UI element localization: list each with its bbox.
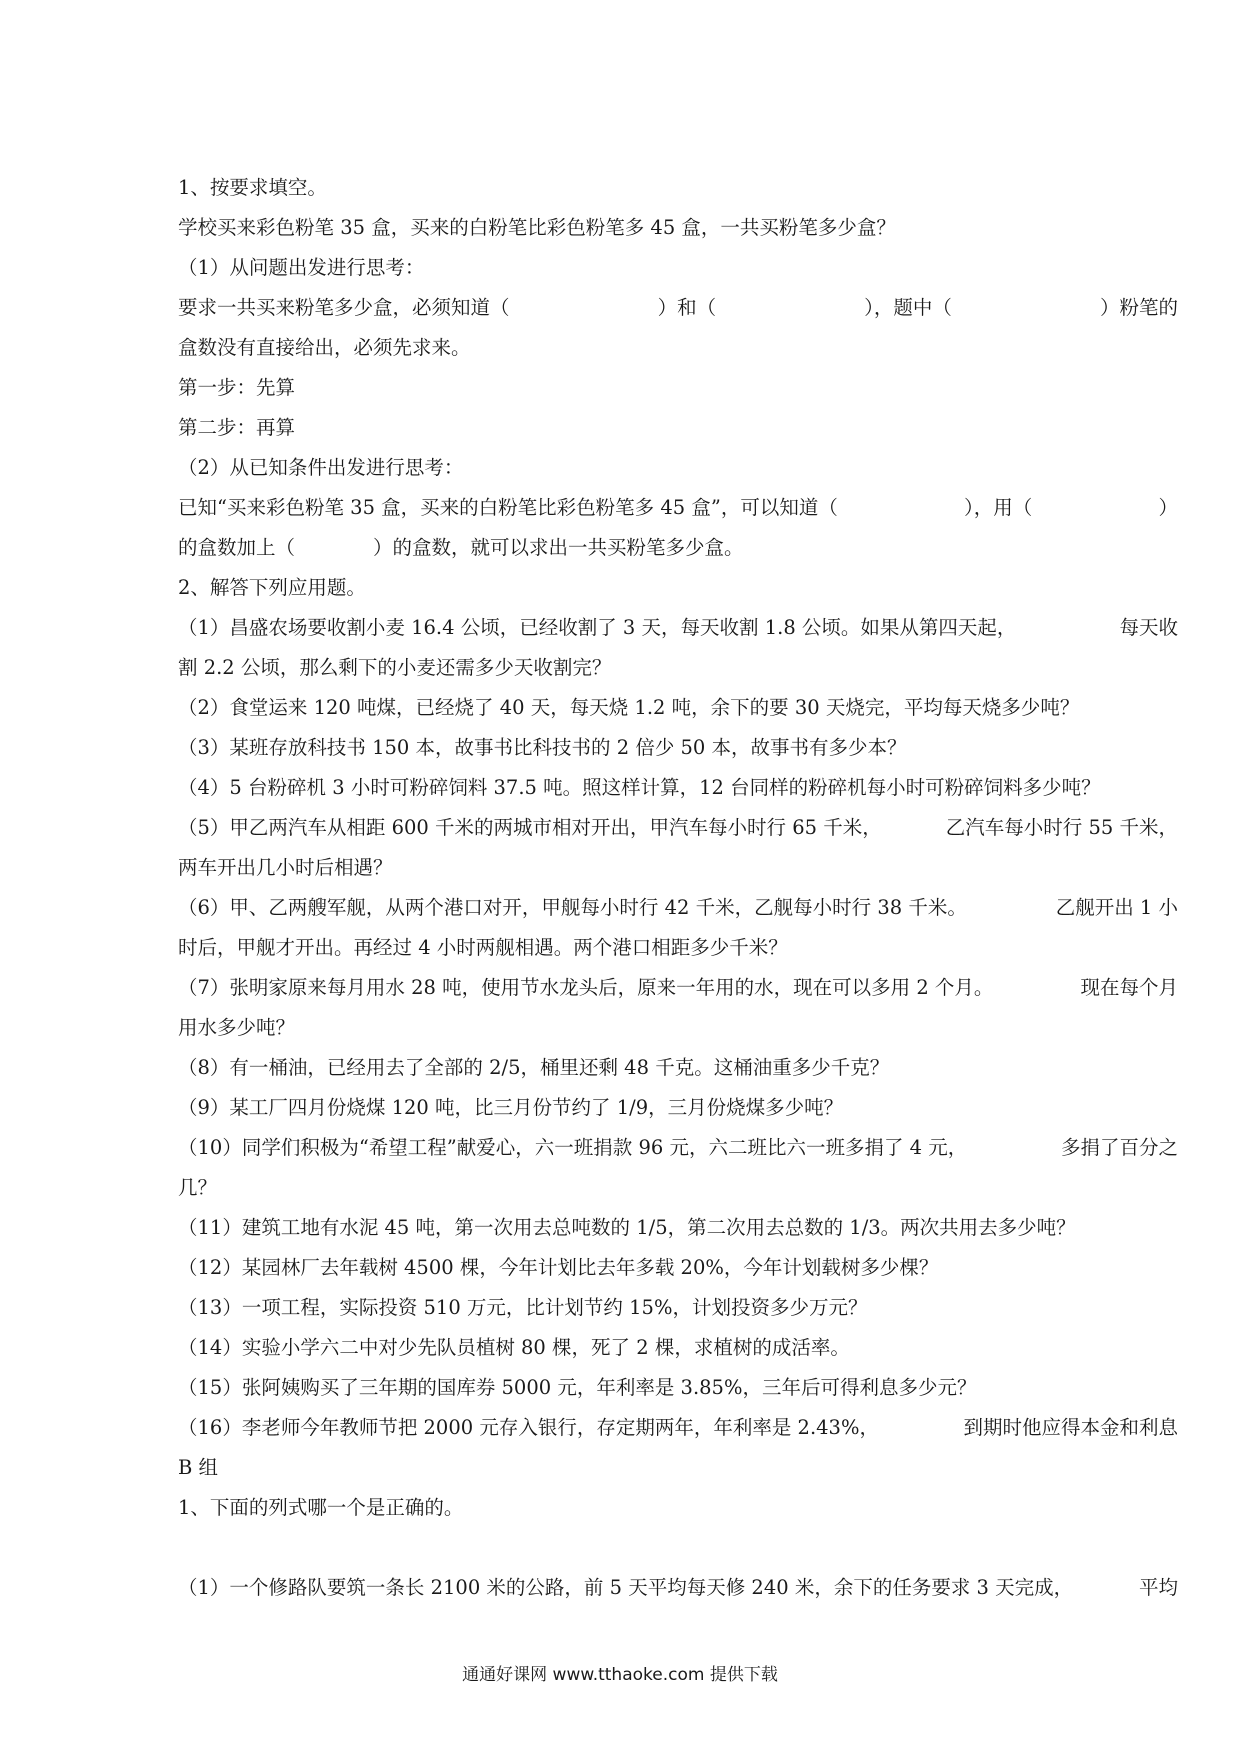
problem-text: 盒数没有直接给出，必须先求来。 — [178, 336, 471, 359]
text-segment: 已知“买来彩色粉笔 35 盒，买来的白粉笔比彩色粉笔多 45 盒”，可以知道（ — [178, 496, 838, 519]
problem-text: （2）食堂运来 120 吨煤，已经烧了 40 天，每天烧 1.2 吨，余下的要 30 天烧完，平均每天烧多少吨？ — [178, 696, 1080, 719]
text-segment: （7）张明家原来每月用水 28 吨，使用节水龙头后，原来一年用的水，现在可以多用 2 个月。 — [178, 976, 994, 999]
problem-line — [178, 1128, 1178, 1168]
document-body — [178, 168, 1178, 1648]
section-heading: 2、解答下列应用题。 — [178, 576, 366, 599]
sub-heading: （1）从问题出发进行思考： — [178, 256, 425, 279]
problem-text: （8）有一桶油，已经用去了全部的 2/5，桶里还剩 48 千克。这桶油重多少千克？ — [178, 1056, 890, 1079]
text-segment: ）和（ — [657, 296, 717, 319]
problem-text: 学校买来彩色粉笔 35 盒，买来的白粉笔比彩色粉笔多 45 盒，一共买粉笔多少盒？ — [178, 216, 896, 239]
problem-line — [178, 1568, 1178, 1608]
problem-line — [178, 808, 1178, 848]
problem-text: 的盒数加上（ ）的盒数，就可以求出一共买粉笔多少盒。 — [178, 536, 744, 559]
text-segment: 平均 — [1138, 1576, 1178, 1599]
text-segment: ），用（ — [964, 496, 1033, 519]
text-segment: （1）一个修路队要筑一条长 2100 米的公路，前 5 天平均每天修 240 米，余下的任务要求 3 天完成， — [178, 1576, 1074, 1599]
problem-line — [178, 968, 1178, 1008]
step-line: 第二步：再算 — [178, 416, 296, 439]
step-line: 第一步：先算 — [178, 376, 296, 399]
text-segment: 乙舰开出 1 小 — [1055, 896, 1178, 919]
text-segment: ） — [1158, 496, 1178, 519]
text-segment: ），题中（ — [864, 296, 952, 319]
group-heading: 1、下面的列式哪一个是正确的。 — [178, 1496, 464, 1519]
text-segment: （5）甲乙两汽车从相距 600 千米的两城市相对开出，甲汽车每小时行 65 千米， — [178, 816, 882, 839]
problem-text: B 组 — [178, 1456, 219, 1479]
text-segment: 要求一共买来粉笔多少盒，必须知道（ — [178, 296, 510, 319]
problem-text: （3）某班存放科技书 150 本，故事书比科技书的 2 倍少 50 本，故事书有多少本？ — [178, 736, 907, 759]
problem-text: 几？ — [178, 1176, 218, 1199]
problem-line — [178, 608, 1178, 648]
problem-text: （14）实验小学六二中对少先队员植树 80 棵，死了 2 棵，求植树的成活率。 — [178, 1336, 850, 1359]
text-segment: 到期时他应得本金和利息 — [963, 1416, 1178, 1439]
text-segment: （10）同学们积极为“希望工程”献爱心，六一班捐款 96 元，六二班比六一班多捐了 4 元， — [178, 1136, 968, 1159]
problem-text: 割 2.2 公顷，那么剩下的小麦还需多少天收割完？ — [178, 656, 612, 679]
problem-text — [178, 1608, 1178, 1648]
problem-text: （15）张阿姨购买了三年期的国库券 5000 元，年利率是 3.85%，三年后可得利息多少元？ — [178, 1376, 977, 1399]
text-segment: 多捐了百分之 — [1060, 1136, 1178, 1159]
section-heading — [178, 1528, 1178, 1568]
problem-text: （11）建筑工地有水泥 45 吨，第一次用去总吨数的 1/5，第二次用去总数的 1/3。两次共用去多少吨？ — [178, 1216, 1076, 1239]
section-heading: 1、按要求填空。 — [178, 176, 327, 199]
fill-blank-line — [178, 488, 1178, 528]
problem-line — [178, 1408, 1178, 1448]
problem-text: （13）一项工程，实际投资 510 万元，比计划节约 15%，计划投资多少万元？ — [178, 1296, 868, 1319]
text-segment: ）粉笔的 — [1099, 296, 1178, 319]
text-segment: 乙汽车每小时行 55 千米， — [945, 816, 1178, 839]
text-segment: 现在每个月 — [1080, 976, 1178, 999]
problem-text: （9）某工厂四月份烧煤 120 吨，比三月份节约了 1/9，三月份烧煤多少吨？ — [178, 1096, 844, 1119]
text-segment: 每天收 — [1119, 616, 1178, 639]
problem-text: （4）5 台粉碎机 3 小时可粉碎饲料 37.5 吨。照这样计算，12 台同样的粉碎机每小时可粉碎饲料多少吨？ — [178, 776, 1101, 799]
text-segment: （16）李老师今年教师节把 2000 元存入银行，存定期两年，年利率是 2.43%， — [178, 1416, 879, 1439]
text-segment: （6）甲、乙两艘军舰，从两个港口对开，甲舰每小时行 42 千米，乙舰每小时行 38 千米。 — [178, 896, 967, 919]
text-segment: （1）昌盛农场要收割小麦 16.4 公顷，已经收割了 3 天，每天收割 1.8 公顷。如果从第四天起， — [178, 616, 1017, 639]
sub-heading: （2）从已知条件出发进行思考： — [178, 456, 464, 479]
problem-text: （12）某园林厂去年载树 4500 棵，今年计划比去年多载 20%，今年计划载树多少棵？ — [178, 1256, 939, 1279]
problem-text: 时后，甲舰才开出。再经过 4 小时两舰相遇。两个港口相距多少千米？ — [178, 936, 788, 959]
problem-text: 用水多少吨？ — [178, 1016, 296, 1039]
page-footer: 通通好课网 www.tthaoke.com 提供下载 — [462, 1665, 778, 1685]
problem-line — [178, 888, 1178, 928]
fill-blank-line — [178, 288, 1178, 328]
problem-text: 两车开出几小时后相遇？ — [178, 856, 393, 879]
